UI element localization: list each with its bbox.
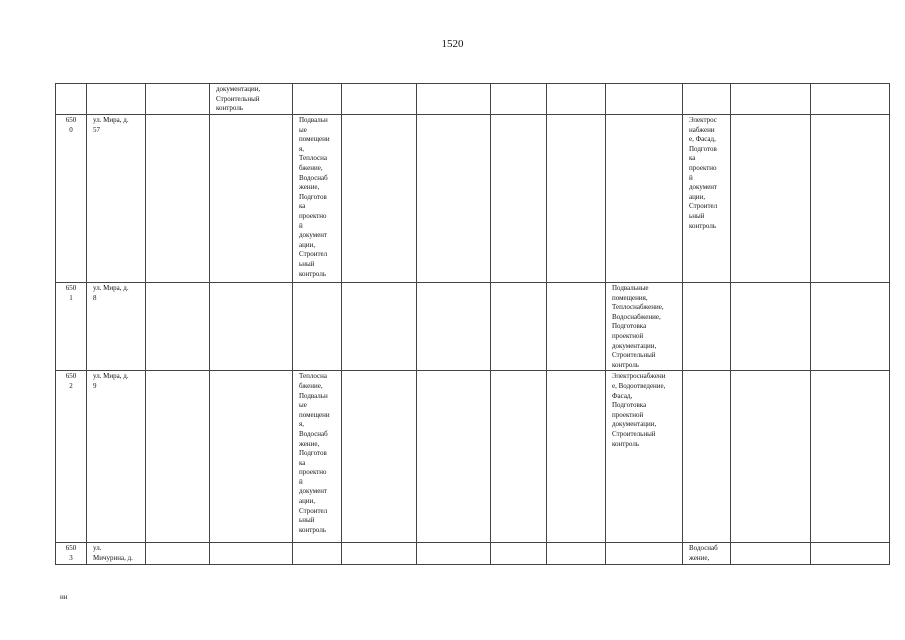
address-cell: ул. Мира, д. 9 bbox=[87, 371, 146, 543]
table-cell bbox=[811, 543, 890, 565]
table-cell bbox=[606, 115, 683, 283]
address-cell: ул. Мичурина, д. bbox=[87, 543, 146, 565]
table-cell bbox=[491, 543, 547, 565]
table-cell bbox=[342, 115, 417, 283]
table-row bbox=[56, 115, 890, 283]
table-cell: Электрос набжени e, Фасад, Подготов ка проектно й документ ации, Строител ьный контроль bbox=[683, 115, 731, 283]
table-cell bbox=[683, 371, 731, 543]
table-cell bbox=[293, 543, 342, 565]
table-cell: документации, Строительный контроль bbox=[210, 84, 293, 115]
table-cell bbox=[547, 283, 606, 371]
data-table bbox=[55, 83, 890, 565]
table-cell bbox=[491, 84, 547, 115]
table-cell bbox=[731, 84, 811, 115]
address-cell: ул. Мира, д. 57 bbox=[87, 115, 146, 283]
row-number-cell: 650 0 bbox=[56, 115, 87, 283]
table-cell bbox=[547, 543, 606, 565]
table-cell bbox=[210, 283, 293, 371]
table-row bbox=[56, 543, 890, 565]
table-cell bbox=[146, 115, 210, 283]
table-cell bbox=[342, 543, 417, 565]
row-number-cell bbox=[56, 84, 87, 115]
row-number-cell: 650 3 bbox=[56, 543, 87, 565]
table-cell bbox=[683, 84, 731, 115]
table-cell bbox=[491, 283, 547, 371]
table-cell: Подвальные помещения, Теплоснабжение, Водоснабжение, Подготовка проектной документации, Строительный контроль bbox=[606, 283, 683, 371]
table-cell bbox=[547, 371, 606, 543]
table-cell bbox=[811, 115, 890, 283]
table-cell bbox=[342, 283, 417, 371]
page-number: 1520 bbox=[441, 38, 464, 50]
table-cell bbox=[417, 371, 491, 543]
table-cell bbox=[146, 283, 210, 371]
table-row bbox=[56, 371, 890, 543]
table-row bbox=[56, 283, 890, 371]
table-body bbox=[56, 84, 890, 565]
row-number-cell: 650 2 bbox=[56, 371, 87, 543]
table-cell bbox=[417, 543, 491, 565]
table-cell bbox=[683, 283, 731, 371]
table-cell bbox=[210, 543, 293, 565]
table-cell: Теплосна бжение, Подвальн ые помещени я, Водоснаб жение, Подготов ка проектно й документ ации, Строител ьный контроль bbox=[293, 371, 342, 543]
table-cell bbox=[293, 84, 342, 115]
table-cell bbox=[547, 84, 606, 115]
table-cell bbox=[547, 115, 606, 283]
table-cell bbox=[210, 115, 293, 283]
table-cell: Водоснаб жение, bbox=[683, 543, 731, 565]
table-cell bbox=[417, 115, 491, 283]
footer-mark: нн bbox=[60, 593, 68, 601]
table-cell bbox=[146, 371, 210, 543]
table-cell bbox=[293, 283, 342, 371]
table-cell: Электроснабжени e, Водоотведение, Фасад, Подготовка проектной документации, Строительный контроль bbox=[606, 371, 683, 543]
table-cell bbox=[417, 283, 491, 371]
table-cell bbox=[731, 115, 811, 283]
table-cell bbox=[491, 115, 547, 283]
table-cell bbox=[731, 543, 811, 565]
table-cell bbox=[811, 371, 890, 543]
row-number-cell: 650 1 bbox=[56, 283, 87, 371]
address-cell: ул. Мира, д. 8 bbox=[87, 283, 146, 371]
table-cell bbox=[210, 371, 293, 543]
table-cell bbox=[606, 543, 683, 565]
table-cell: Подвальн ые помещени я, Теплосна бжение, Водоснаб жение, Подготов ка проектно й документ ации, Строител ьный контроль bbox=[293, 115, 342, 283]
address-cell bbox=[87, 84, 146, 115]
table-cell bbox=[491, 371, 547, 543]
table-cell bbox=[146, 84, 210, 115]
table-cell bbox=[342, 371, 417, 543]
table-cell bbox=[606, 84, 683, 115]
table-row bbox=[56, 84, 890, 115]
table-cell bbox=[731, 371, 811, 543]
table-cell bbox=[342, 84, 417, 115]
table-cell bbox=[417, 84, 491, 115]
table-cell bbox=[731, 283, 811, 371]
table-cell bbox=[811, 84, 890, 115]
table-cell bbox=[811, 283, 890, 371]
table-cell bbox=[146, 543, 210, 565]
